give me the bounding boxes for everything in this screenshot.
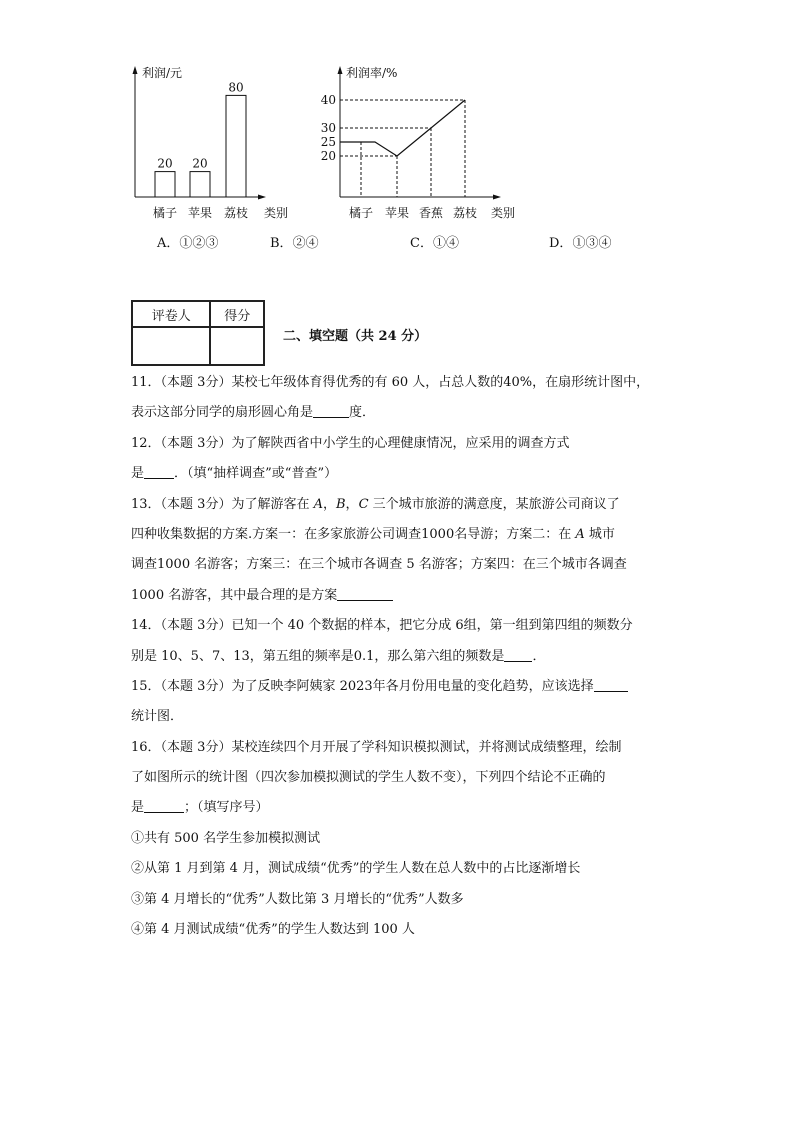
question-13-line-4: 1000 名游客，其中最合理的是方案 [131,581,671,611]
question-16-line-3: 是 ；（填写序号） [131,800,269,816]
chart2-y-label: 利润率/% [346,66,398,80]
grader-header: 评卷人 [132,301,210,327]
x-tick-label: 橘子 [348,206,374,220]
bar-3 [226,95,246,197]
question-13-line-1: 13．（本题 3分）为了解游客在 A，B，C 三个城市旅游的满意度，某旅游公司商议了 [131,496,620,512]
profit-bar-chart [120,60,300,230]
option-c: C．①④ [410,236,459,251]
answer-blank-12[interactable] [144,464,174,479]
statement-2: ②从第 1 月到第 4 月，测试成绩“优秀”的学生人数在总人数中的占比逐渐增长 [131,861,581,877]
question-12-line-1: 12．（本题 3分）为了解陕西省中小学生的心理健康情况，应采用的调查方式 [131,435,570,451]
score-table [131,300,265,366]
grader-cell[interactable] [132,327,210,365]
score-cell[interactable] [210,327,264,365]
bar-value-label: 20 [157,156,173,171]
bar-value-label: 80 [228,80,244,95]
x-tick-label: 苹果 [187,206,213,220]
statement-1: ①共有 500 名学生参加模拟测试 [131,830,321,846]
answer-blank-16[interactable] [144,798,184,813]
chart2-x-arrow [493,195,501,200]
statement-4: ④第 4 月测试成绩“优秀”的学生人数达到 100 人 [131,922,415,938]
bar-value-label: 20 [192,156,208,171]
question-11-line-2: 表示这部分同学的扇形圆心角是 度． [131,405,376,421]
section-title: 二、填空题（共 24 分） [283,329,428,344]
bar-2 [190,172,210,197]
option-a: A．①②③ [157,236,219,251]
answer-blank-15[interactable] [594,677,628,692]
answer-blank-13[interactable] [337,586,393,601]
chart2-x-label: 类别 [491,206,516,220]
chart1-x-label: 类别 [264,206,289,220]
question-12-line-2: 是 ．（填“抽样调查”或“普查”） [131,466,338,482]
chart1-y-label: 利润/元 [142,66,183,80]
question-15-line-1: 15．（本题 3分）为了反映李阿姨家 2023年各月份用电量的变化趋势，应该选择 [131,672,671,702]
score-header: 得分 [210,301,264,327]
fill-in-questions [131,368,671,945]
chart2-y-arrow [338,66,343,74]
y-tick-label: 25 [320,135,336,149]
chart1-y-arrow [133,66,138,74]
question-14-line-1: 14．（本题 3分）已知一个 40 个数据的样本，把它分成 6组，第一组到第四组的频数分 [131,618,633,634]
question-13-line-2: 四种收集数据的方案.方案一：在多家旅游公司调查1000名导游；方案二：在 A 城市 [131,526,615,542]
option-b: B．②④ [270,236,319,251]
question-11-line-1: 11．（本题 3分）某校七年级体育得优秀的有 60 人，占总人数的40%，在扇形统计图中， [131,375,650,390]
profit-rate-line-chart [310,60,530,230]
answer-blank-11[interactable] [313,403,349,418]
answer-blank-14[interactable] [504,647,532,662]
x-tick-label: 香蕉 [418,206,444,220]
question-13-line-3: 调查1000 名游客；方案三：在三个城市各调查 5 名游客；方案四：在三个城市各调查 [131,557,627,573]
x-tick-label: 苹果 [384,206,410,220]
question-14-line-2: 别是 10、5、7、13，第五组的频率是0.1，那么第六组的频数是 ． [131,648,546,664]
y-tick-label: 20 [320,149,336,163]
statement-3: ③第 4 月增长的“优秀”人数比第 3 月增长的“优秀”人数多 [131,891,464,907]
x-tick-label: 荔枝 [452,206,478,220]
y-tick-label: 30 [320,121,336,135]
question-16-line-1: 16．（本题 3分）某校连续四个月开展了学科知识模拟测试，并将测试成绩整理，绘制 [131,739,622,755]
y-tick-label: 40 [320,93,336,107]
question-15-line-2: 统计图． [131,709,184,725]
x-tick-label: 橘子 [152,206,178,220]
answer-options [0,232,794,254]
question-16-line-2: 了如图所示的统计图（四次参加模拟测试的学生人数不变），下列四个结论不正确的 [131,770,606,786]
x-tick-label: 荔枝 [223,206,249,220]
bar-1 [155,172,175,197]
option-d: D．①③④ [549,236,612,251]
chart1-x-arrow [258,195,266,200]
